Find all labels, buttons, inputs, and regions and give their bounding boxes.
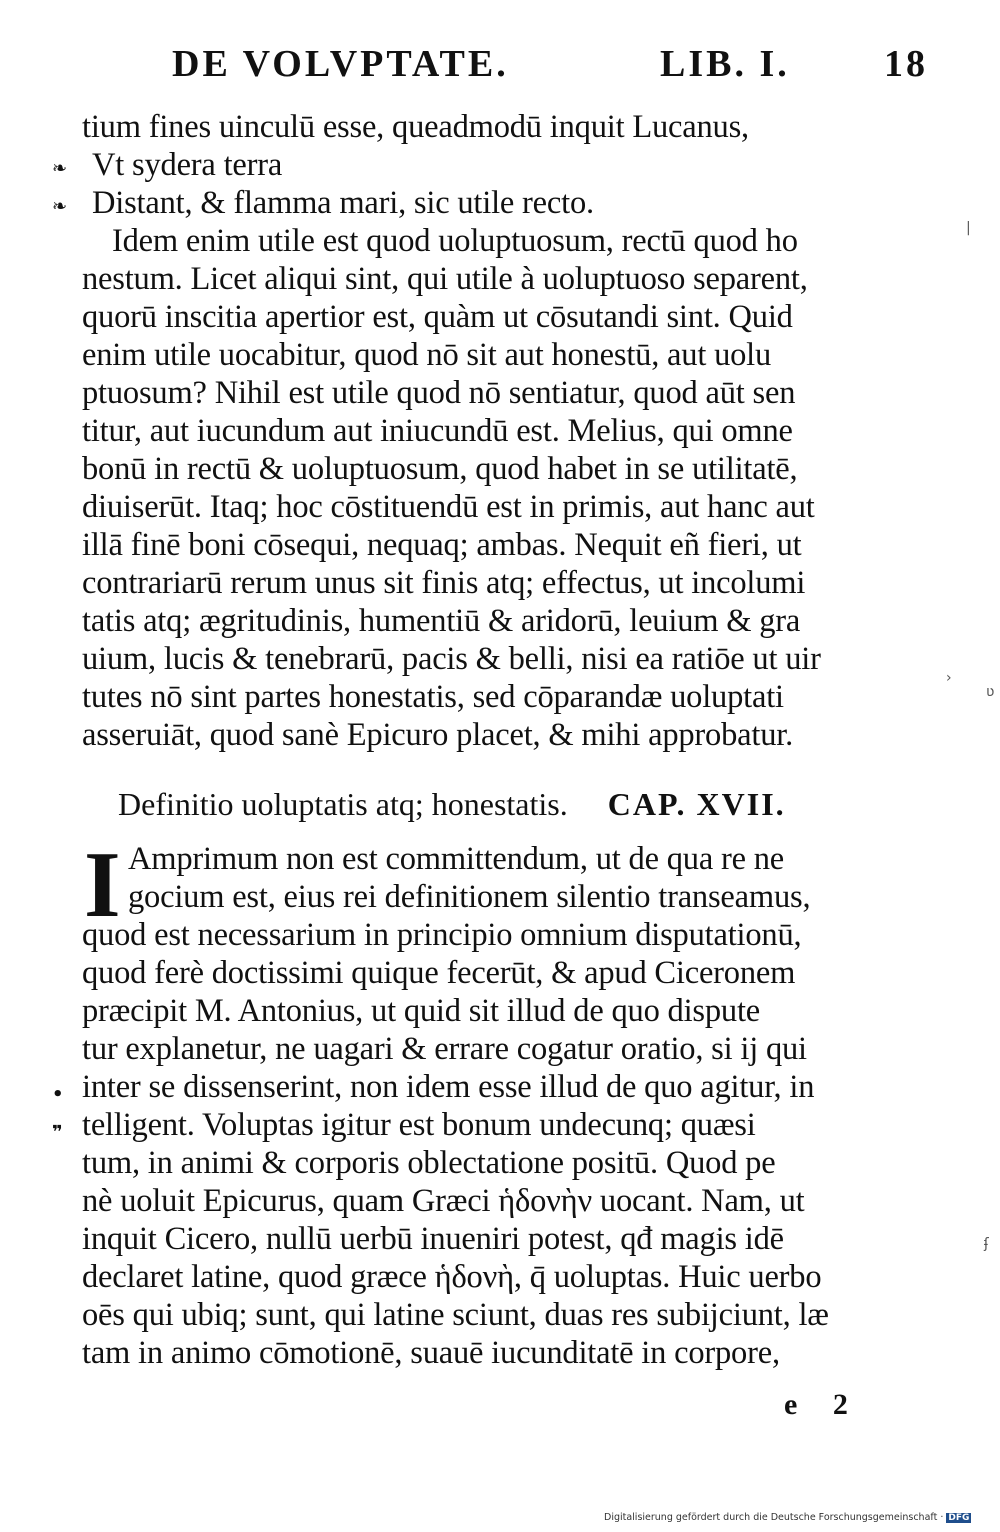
text-line: tium fines uinculū esse, queadmodū inquit Lucanus, [82, 109, 749, 145]
text-line: tutes nō sint partes honestatis, sed cōparandæ uoluptati [82, 679, 784, 715]
folio-number: 18 [884, 43, 928, 85]
text-line: Distant, & flamma mari, sic utile recto. [92, 185, 594, 221]
text-line: declaret latine, quod græce ἡδονὴ, q̄ uoluptas. Huic uerbo [82, 1259, 822, 1295]
text-line: quod est necessarium in principio omnium disputationū, [82, 917, 802, 953]
bullet-marker-icon: • [52, 1084, 64, 1105]
quote-marker-icon: ❧ [52, 158, 68, 179]
text-line: tam in animo cōmotionē, suauē iucunditatē in corpore, [82, 1335, 780, 1371]
chapter-heading [118, 784, 786, 824]
chapter-title: Definitio uoluptatis atq; honestatis. [118, 786, 568, 822]
text-line: gocium est, eius rei definitionem silentio transeamus, [128, 879, 811, 915]
text-line: ptuosum? Nihil est utile quod nō sentiatur, quod aūt sen [82, 375, 796, 411]
digitization-credit [604, 1512, 971, 1523]
dfg-logo: DFG [948, 1512, 970, 1523]
signature-mark: e 2 [784, 1388, 862, 1421]
scan-speck: ʄ [984, 1236, 989, 1252]
scan-speck: ʋ [986, 684, 995, 700]
text-line: tatis atq; ægritudinis, humentiū & aridorū, leuium & gra [82, 603, 801, 639]
text-line: bonū in rectū & uoluptuosum, quod habet in se utilitatē, [82, 451, 798, 487]
text-line: Vt sydera terra [92, 147, 283, 183]
text-line: asseruiāt, quod sanè Epicuro placet, & mihi approbatur. [82, 717, 794, 753]
margin-mark-icon: ❞ [52, 1122, 63, 1143]
chapter-number: CAP. XVII. [607, 786, 786, 822]
scan-speck: › [946, 670, 952, 686]
text-line: inquit Cicero, nullū uerbū inueniri potest, qđ magis idē [82, 1221, 784, 1257]
drop-cap: I [84, 833, 121, 937]
text-line: tum, in animi & corporis oblectatione positū. Quod pe [82, 1145, 776, 1181]
text-line: nè uoluit Epicurus, quam Græci ἡδονὴν uocant. Nam, ut [82, 1183, 805, 1219]
scan-speck: | [966, 220, 971, 236]
text-line: tur explanetur, ne uagari & errare cogatur oratio, si ij qui [82, 1031, 807, 1067]
text-line: quod ferè doctissimi quique fecerūt, & apud Ciceronem [82, 955, 796, 991]
text-line: præcipit M. Antonius, ut quid sit illud de quo dispute [82, 993, 761, 1029]
text-line: enim utile uocabitur, quod nō sit aut honestū, aut uolu [82, 337, 772, 373]
text-line: contrariarū rerum unus sit finis atq; effectus, ut incolumi [82, 565, 806, 601]
text-line: telligent. Voluptas igitur est bonum undecunq; quæsi [82, 1107, 756, 1143]
text-line: oēs qui ubiq; sunt, qui latine sciunt, duas res subijciunt, læ [82, 1297, 829, 1333]
text-line: Idem enim utile est quod uoluptuosum, rectū quod ho [112, 223, 798, 259]
text-line: Amprimum non est committendum, ut de qua re ne [128, 841, 785, 877]
book-number: LIB. I. [660, 43, 790, 85]
text-line: uium, lucis & tenebrarū, pacis & belli, nisi ea ratiōe ut uir [82, 641, 821, 677]
text-line: quorū inscitia apertior est, quàm ut cōsutandi sint. Quid [82, 299, 793, 335]
text-line: diuiserūt. Itaq; hoc cōstituendū est in primis, aut hanc aut [82, 489, 815, 525]
text-line: nestum. Licet aliqui sint, qui utile à uoluptuoso separent, [82, 261, 808, 297]
running-title: DE VOLVPTATE. [172, 43, 509, 85]
text-line: inter se dissenserint, non idem esse illud de quo agitur, in [82, 1069, 815, 1105]
quote-marker-icon: ❧ [52, 196, 68, 217]
text-line: illā finē boni cōsequi, nequaq; ambas. Nequit eñ fieri, ut [82, 527, 802, 563]
text-line: titur, aut iucundum aut iniucundū est. Melius, qui omne [82, 413, 793, 449]
running-header [172, 42, 932, 94]
credit-text: Digitalisierung gefördert durch die Deutsche Forschungsgemeinschaft · [604, 1512, 944, 1523]
